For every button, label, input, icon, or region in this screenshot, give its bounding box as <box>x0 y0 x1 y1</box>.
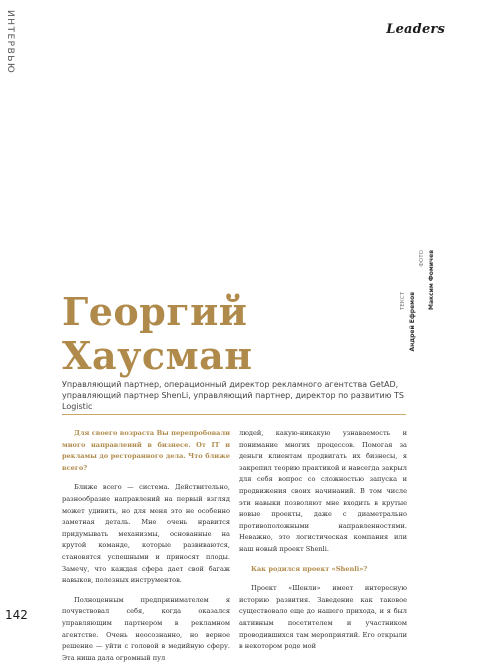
interview-answer: Ближе всего — система. Действительно, разнообразие направлений на первый взгляд может удивить, но для меня это не особенно заметная деталь. Мне очень нравится придумывать механизмы, основанные на крутой команде, которые развиваются, становятся успешными и приносят плоды. Замечу, что каждая сфера дает свой багаж навыков, полезных инструментов. <box>62 483 230 585</box>
photo-credit-role: ФОТО <box>419 250 425 267</box>
interview-answer: людей, какую-никакую узнаваемость и понимание многих процессов. Помогая за деньги клиентам продвигать их бизнесы, я закрепил теорию практикой и навсегда закрыл для себя вопрос со сложностью запуска и продвижения своих начинаний. В том числе эти навыки позволяют мне входить в крутые новые проекты, даже с диаметрально противоположными направленностями. Неважно, это логистическая компания или наш новый проект Shenli. <box>239 429 407 553</box>
photo-credit <box>419 250 441 380</box>
section-label: ИНТЕРВЬЮ <box>5 10 15 75</box>
interview-question: Как родился проект «Shenli»? <box>251 564 368 573</box>
photo-credit-name: Максим Фомичев <box>428 250 435 311</box>
interviewee-subtitle: Управляющий партнер, операционный директор рекламного агентства GetAD, управляющий партнер ShenLi, управляющий партнер, директор по развитию TS Logistic <box>62 380 404 411</box>
interview-question: Для своего возраста Вы перепробовали много направлений в бизнесе. От IT и рекламы до ресторанного дела. Что ближе всего? <box>62 429 230 472</box>
interviewee-last-name: Хаусман <box>62 333 253 378</box>
interview-answer: Проект «Шенли» имеет интересную историю развития. Заведение как таковое существовало еще до нашего прихода, и я был активным посетителем и участником проводившихся там мероприятий. Его открыли в некотором роде мой <box>239 584 407 651</box>
interviewee-first-name: Георгий <box>62 289 248 334</box>
text-credit-name: Андрей Ефремов <box>409 292 416 352</box>
text-credit-role: ТЕКСТ <box>400 292 406 310</box>
magazine-logo: Leaders <box>386 22 445 37</box>
interviewee-name <box>62 290 253 378</box>
page-number: 142 <box>5 608 28 622</box>
article-column-right <box>239 428 407 661</box>
interview-answer: Полноценным предпринимателем я почувствовал себя, когда оказался управляющим партнером в рекламном агентстве. Очень неосознанно, но верное решение — уйти с головой в медийную сферу. Эта ниша дала огромный пул <box>62 595 230 662</box>
article-column-left <box>62 428 230 672</box>
divider-rule <box>62 414 406 415</box>
